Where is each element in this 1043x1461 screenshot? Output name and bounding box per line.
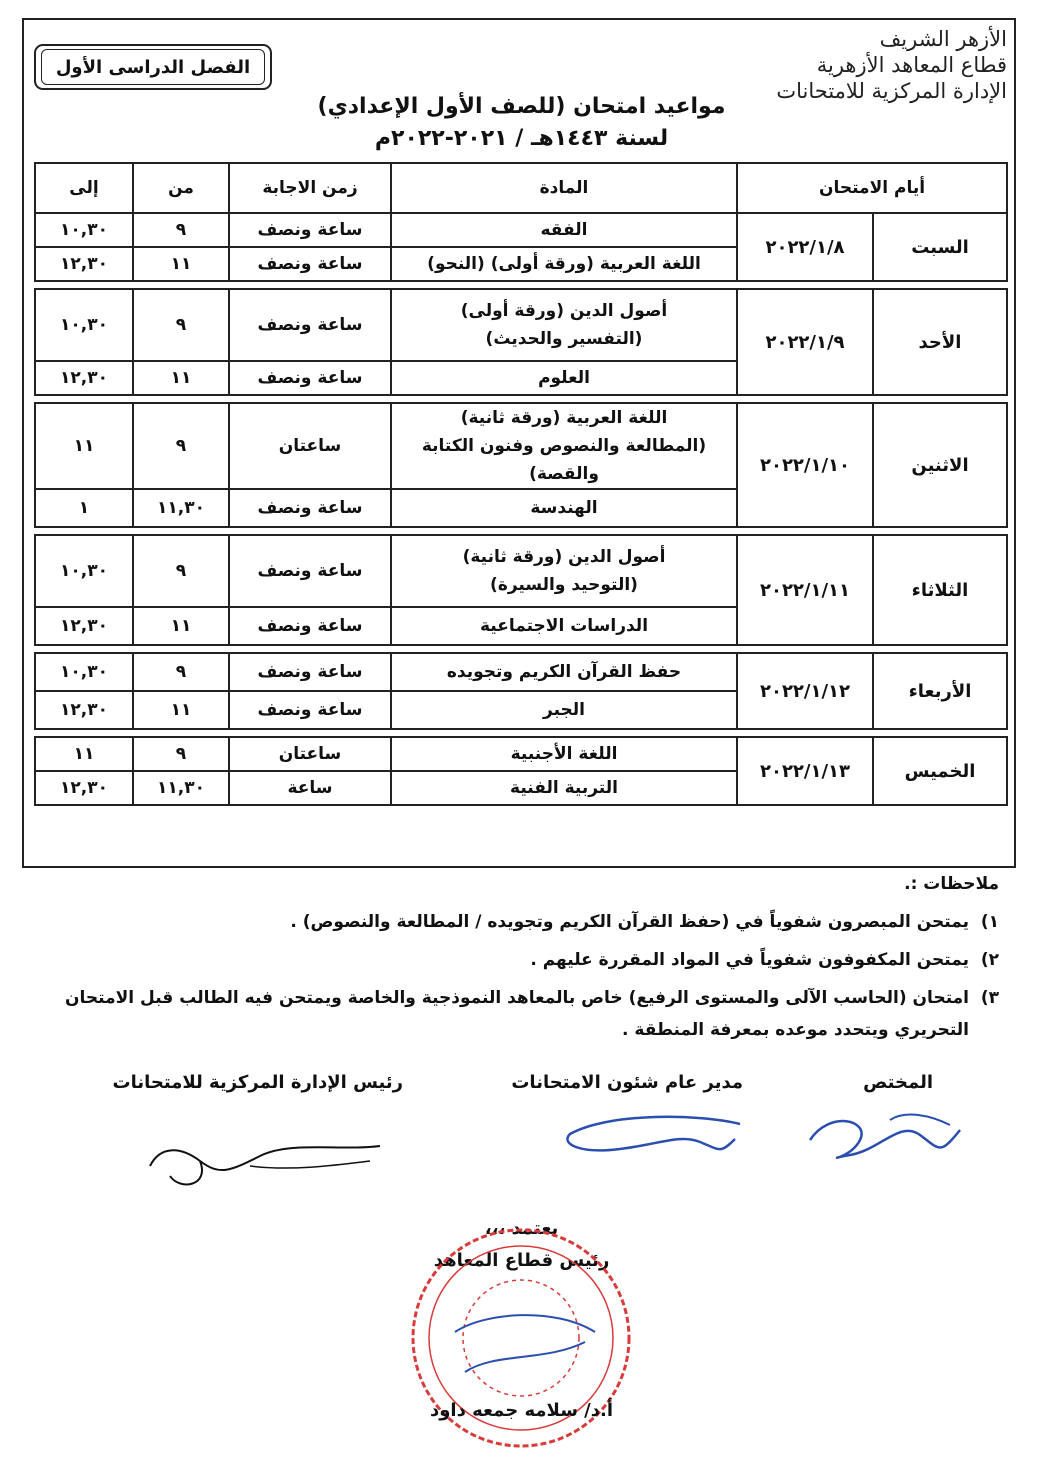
end-time-cell: ١١: [35, 737, 133, 771]
note-text: امتحان (الحاسب الآلى والمستوى الرفيع) خاص بالمعاهد النموذجية والخاصة ويمتحن فيه الطالب قبل الامتحان التحريري ويتحدد موعده بمعرفة المنطقة .: [65, 988, 969, 1040]
subject-line: العلوم: [538, 368, 590, 388]
start-time-cell: ١١: [133, 247, 229, 281]
table-row: [35, 737, 1007, 771]
exam-date: ٢٠٢٢/١/٩: [737, 289, 873, 395]
note-text: يمتحن المبصرون شفوياً في (حفظ القرآن الكريم وتجويده / المطالعة والنصوص) .: [290, 912, 969, 932]
header-duration: زمن الاجابة: [229, 163, 391, 213]
exam-date: ٢٠٢٢/١/١٢: [737, 653, 873, 729]
end-time-cell: ١٢,٣٠: [35, 361, 133, 395]
header-days: أيام الامتحان: [737, 163, 1007, 213]
start-time-cell: ١١: [133, 691, 229, 729]
subject-line: اللغة العربية (ورقة أولى) (النحو): [427, 254, 701, 274]
start-time-cell: ١١: [133, 607, 229, 645]
note-item: [39, 982, 999, 1046]
note-text: يمتحن المكفوفون شفوياً في المواد المقررة عليهم .: [530, 950, 969, 970]
term-badge: [34, 44, 272, 90]
duration-cell: ساعة ونصف: [229, 535, 391, 607]
exam-schedule-table: [34, 162, 1008, 806]
group-spacer-cell: [35, 645, 1007, 653]
group-spacer-cell: [35, 729, 1007, 737]
duration-cell: ساعة ونصف: [229, 289, 391, 361]
group-spacer: [35, 527, 1007, 535]
specialist-signature-image: [790, 1100, 980, 1170]
start-time-cell: ٩: [133, 403, 229, 489]
group-spacer-cell: [35, 527, 1007, 535]
duration-cell: ساعة ونصف: [229, 489, 391, 527]
group-spacer: [35, 395, 1007, 403]
duration-cell: ساعة ونصف: [229, 653, 391, 691]
org-line: الأزهر الشريف: [879, 27, 1007, 51]
subject-line: اللغة العربية (ورقة ثانية): [460, 408, 668, 428]
subject-line: التربية الفنية: [510, 778, 618, 798]
table-row: [35, 289, 1007, 361]
start-time-cell: ١١: [133, 361, 229, 395]
group-spacer: [35, 645, 1007, 653]
signature-head-title: رئيس الإدارة المركزية للامتحانات: [112, 1072, 403, 1093]
subject-line: (التفسير والحديث): [485, 329, 643, 349]
table-row: [35, 213, 1007, 247]
subject-cell: [391, 289, 737, 361]
duration-cell: ساعة ونصف: [229, 691, 391, 729]
note-item: [39, 906, 999, 938]
approval-role: رئيس قطاع المعاهد: [433, 1250, 610, 1271]
end-time-cell: ١٢,٣٠: [35, 607, 133, 645]
end-time-cell: ١٠,٣٠: [35, 535, 133, 607]
duration-cell: ساعة ونصف: [229, 607, 391, 645]
start-time-cell: ١١,٣٠: [133, 771, 229, 805]
term-label: الفصل الدراسى الأول: [41, 49, 265, 85]
end-time-cell: ١١: [35, 403, 133, 489]
subject-cell: [391, 737, 737, 771]
note-number: ١): [980, 912, 999, 932]
note-number: ٣): [980, 988, 999, 1008]
start-time-cell: ٩: [133, 213, 229, 247]
organization-header: [747, 26, 1007, 104]
start-time-cell: ٩: [133, 289, 229, 361]
table-row: [35, 653, 1007, 691]
subject-cell: [391, 403, 737, 489]
end-time-cell: ١٠,٣٠: [35, 653, 133, 691]
approval-label: يعتمد ،،،: [484, 1218, 559, 1239]
subject-line: الجبر: [543, 700, 585, 720]
table-row: [35, 535, 1007, 607]
group-spacer: [35, 281, 1007, 289]
subject-line: أصول الدين (ورقة أولى): [460, 301, 668, 321]
end-time-cell: ١٢,٣٠: [35, 247, 133, 281]
header-subject: المادة: [391, 163, 737, 213]
header-from: من: [133, 163, 229, 213]
duration-cell: ساعة: [229, 771, 391, 805]
exam-date: ٢٠٢٢/١/١٠: [737, 403, 873, 527]
start-time-cell: ٩: [133, 737, 229, 771]
start-time-cell: ٩: [133, 653, 229, 691]
exam-date: ٢٠٢٢/١/٨: [737, 213, 873, 281]
exam-day: الأربعاء: [873, 653, 1007, 729]
group-spacer: [35, 729, 1007, 737]
end-time-cell: ١٠,٣٠: [35, 213, 133, 247]
subject-cell: [391, 213, 737, 247]
subject-cell: [391, 653, 737, 691]
duration-cell: ساعتان: [229, 403, 391, 489]
end-time-cell: ١٢,٣٠: [35, 691, 133, 729]
duration-cell: ساعة ونصف: [229, 247, 391, 281]
subject-line: الفقه: [540, 220, 588, 240]
duration-cell: ساعتان: [229, 737, 391, 771]
duration-cell: ساعة ونصف: [229, 361, 391, 395]
subject-cell: [391, 771, 737, 805]
subject-line: (التوحيد والسيرة): [490, 575, 638, 595]
table-row: [35, 403, 1007, 489]
subject-line: اللغة الأجنبية: [510, 744, 618, 764]
notes-section: [39, 868, 999, 1046]
exam-day: الاثنين: [873, 403, 1007, 527]
subject-line: الهندسة: [530, 498, 598, 518]
end-time-cell: ١٢,٣٠: [35, 771, 133, 805]
notes-heading: ملاحظات :.: [904, 874, 999, 894]
page-title: مواعيد امتحان (للصف الأول الإعدادي): [317, 94, 726, 119]
director-signature-image: [550, 1104, 750, 1164]
approver-name: أ.د/ سلامه جمعه داود: [430, 1400, 613, 1421]
end-time-cell: ١: [35, 489, 133, 527]
subject-line: حفظ القرآن الكريم وتجويده: [446, 662, 682, 682]
academic-year: لسنة ١٤٤٣هـ / ٢٠٢١-٢٠٢٢م: [374, 126, 669, 151]
group-spacer-cell: [35, 395, 1007, 403]
exam-day: الأحد: [873, 289, 1007, 395]
signature-director-title: مدير عام شئون الامتحانات: [511, 1072, 743, 1093]
exam-day: الخميس: [873, 737, 1007, 805]
subject-cell: [391, 535, 737, 607]
exam-day: السبت: [873, 213, 1007, 281]
subject-cell: [391, 247, 737, 281]
note-item: [39, 944, 999, 976]
signature-specialist-title: المختص: [863, 1072, 933, 1093]
start-time-cell: ٩: [133, 535, 229, 607]
header-to: إلى: [35, 163, 133, 213]
subject-line: (المطالعة والنصوص وفنون الكتابة والقصة): [421, 436, 707, 484]
duration-cell: ساعة ونصف: [229, 213, 391, 247]
group-spacer-cell: [35, 281, 1007, 289]
subject-line: أصول الدين (ورقة ثانية): [462, 547, 666, 567]
subject-cell: [391, 607, 737, 645]
subject-cell: [391, 361, 737, 395]
end-time-cell: ١٠,٣٠: [35, 289, 133, 361]
head-signature-image: [140, 1126, 400, 1196]
org-line: الإدارة المركزية للامتحانات: [776, 79, 1007, 103]
exam-date: ٢٠٢٢/١/١١: [737, 535, 873, 645]
subject-line: الدراسات الاجتماعية: [479, 616, 649, 636]
org-line: قطاع المعاهد الأزهرية: [816, 53, 1007, 77]
subject-cell: [391, 691, 737, 729]
exam-date: ٢٠٢٢/١/١٣: [737, 737, 873, 805]
exam-day: الثلاثاء: [873, 535, 1007, 645]
start-time-cell: ١١,٣٠: [133, 489, 229, 527]
table-header-row: [35, 163, 1007, 213]
note-number: ٢): [980, 950, 999, 970]
subject-cell: [391, 489, 737, 527]
